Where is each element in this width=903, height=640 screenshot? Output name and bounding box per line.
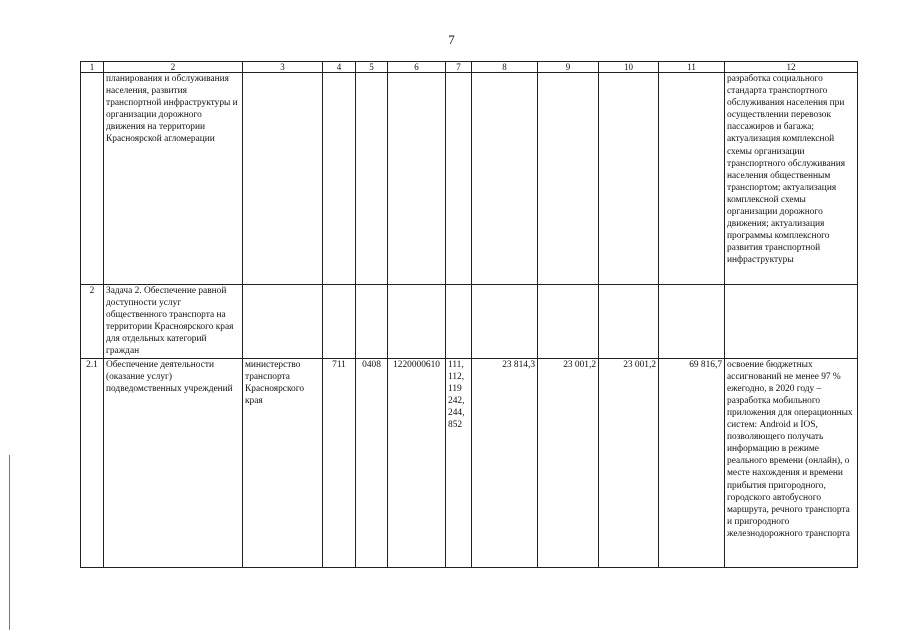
table-row-task-2 [81, 285, 858, 359]
header-col-10: 10 [599, 62, 659, 73]
grbs-code: 711 [323, 358, 356, 567]
amount-col-8: 23 814,3 [472, 358, 538, 567]
measure-name: Обеспечение деятельности (оказание услуг) подведомственных учреждений [104, 358, 243, 567]
amount-total [659, 285, 725, 359]
column-number-header-row [81, 62, 858, 73]
page-number: 7 [448, 32, 455, 47]
responsible-body [243, 285, 323, 359]
header-col-3: 3 [243, 62, 323, 73]
scan-margin-line [9, 455, 10, 630]
amount-col-9 [538, 285, 599, 359]
header-col-1: 1 [81, 62, 104, 73]
header-col-5: 5 [356, 62, 388, 73]
responsible-body: министерство транспорта Красноярского края [243, 358, 323, 567]
grbs-code [323, 285, 356, 359]
header-col-8: 8 [472, 62, 538, 73]
amount-col-10 [599, 73, 659, 285]
expected-result: разработка социального стандарта транспортного обслуживания населения при осуществлении перевозок пассажиров и багажа; актуализация комплексной схемы организации транспортного обслуживания населения общественным транспортом; актуализация комплексной схемы организации дорожного движения; актуализация программы комплексного развития транспортной инфраструктуры [725, 73, 858, 285]
section-code [356, 285, 388, 359]
grbs-code [323, 73, 356, 285]
amount-total [659, 73, 725, 285]
responsible-body [243, 73, 323, 285]
header-col-7: 7 [446, 62, 472, 73]
budget-measures-table [80, 61, 858, 568]
measure-name: планирования и обслуживания населения, развития транспортной инфраструктуры и организации дорожного движения на территории Красноярской агломерации [104, 73, 243, 285]
expected-result: освоение бюджетных ассигнований не менее 97 % ежегодно, в 2020 году – разработка мобильного приложения для операционных систем: Android и IOS, позволяющего получать информацию в режиме реального времени (онлайн), о месте нахождения и времени прибытия пригородного, городского автобусного маршрута, речного транспорта и пригородного железнодорожного транспорта [725, 358, 858, 567]
target-article-code: 1220000610 [388, 358, 446, 567]
table-row-2-1 [81, 358, 858, 567]
measure-name: Задача 2. Обеспечение равной доступности услуг общественного транспорта на территории Красноярского края для отдельных категорий граждан [104, 285, 243, 359]
header-col-11: 11 [659, 62, 725, 73]
row-number [81, 73, 104, 285]
target-article-code [388, 285, 446, 359]
header-col-2: 2 [104, 62, 243, 73]
header-col-9: 9 [538, 62, 599, 73]
target-article-code [388, 73, 446, 285]
amount-col-8 [472, 73, 538, 285]
header-col-6: 6 [388, 62, 446, 73]
amount-col-9: 23 001,2 [538, 358, 599, 567]
row-number: 2.1 [81, 358, 104, 567]
amount-col-9 [538, 73, 599, 285]
expense-type-code: 111, 112, 119 242, 244, 852 [446, 358, 472, 567]
header-col-12: 12 [725, 62, 858, 73]
header-col-4: 4 [323, 62, 356, 73]
expense-type-code [446, 73, 472, 285]
expected-result [725, 285, 858, 359]
amount-col-10 [599, 285, 659, 359]
expense-type-code [446, 285, 472, 359]
section-code: 0408 [356, 358, 388, 567]
row-number: 2 [81, 285, 104, 359]
amount-col-10: 23 001,2 [599, 358, 659, 567]
table-row-continuation [81, 73, 858, 285]
amount-col-8 [472, 285, 538, 359]
section-code [356, 73, 388, 285]
amount-total: 69 816,7 [659, 358, 725, 567]
